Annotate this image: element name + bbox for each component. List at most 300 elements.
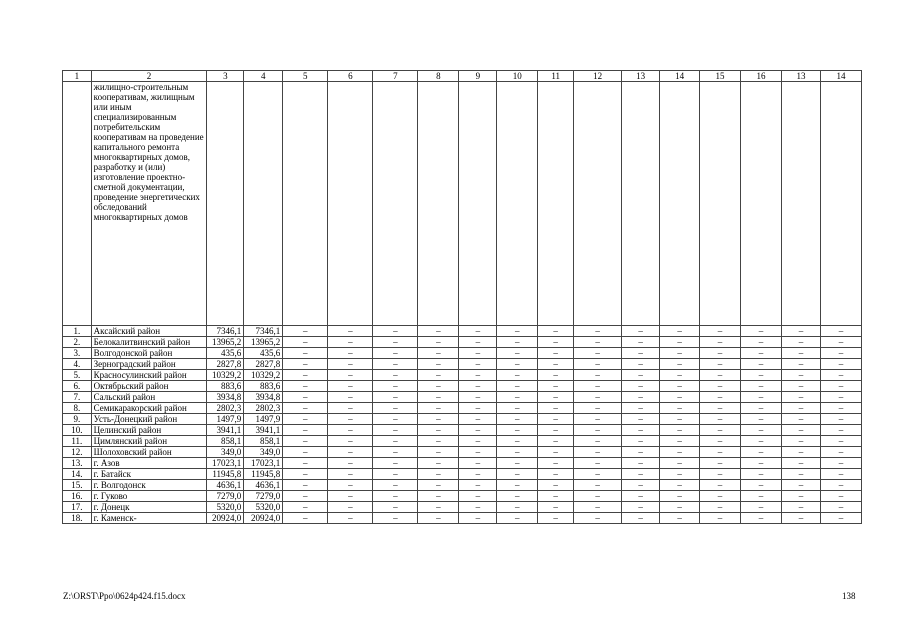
dash-cell: – [538,436,574,447]
dash-cell: – [660,414,700,425]
dash-cell: – [538,502,574,513]
dash-cell: – [660,425,700,436]
row-name: Сальский район [91,392,207,403]
table-row [63,436,862,447]
column-header: 8 [418,71,459,82]
dash-cell: – [660,480,700,491]
dash-cell: – [622,458,660,469]
dash-cell: – [622,392,660,403]
column-header: 10 [497,71,538,82]
dash-cell: – [574,469,622,480]
dash-cell: – [700,469,741,480]
dash-cell: – [700,458,741,469]
value-col4: 3934,8 [244,392,283,403]
dash-cell: – [283,414,328,425]
column-header: 14 [660,71,700,82]
row-number: 17. [63,502,92,513]
dash-cell: – [660,326,700,337]
blank-cell [328,82,373,326]
dash-cell: – [418,513,459,524]
dash-cell: – [328,425,373,436]
dash-cell: – [820,502,861,513]
dash-cell: – [418,381,459,392]
dash-cell: – [328,381,373,392]
dash-cell: – [538,326,574,337]
dash-cell: – [741,502,782,513]
dash-cell: – [283,436,328,447]
row-number: 12. [63,447,92,458]
dash-cell: – [741,392,782,403]
dash-cell: – [328,348,373,359]
value-col4: 2802,3 [244,403,283,414]
blank-cell [459,82,497,326]
dash-cell: – [283,337,328,348]
row-name: Целинский район [91,425,207,436]
column-header: 13 [781,71,820,82]
dash-cell: – [700,436,741,447]
dash-cell: – [459,326,497,337]
value-col3: 7279,0 [207,491,244,502]
dash-cell: – [781,425,820,436]
dash-cell: – [700,392,741,403]
dash-cell: – [459,458,497,469]
dash-cell: – [622,513,660,524]
value-col3: 1497,9 [207,414,244,425]
dash-cell: – [328,326,373,337]
dash-cell: – [820,392,861,403]
dash-cell: – [622,337,660,348]
row-number: 9. [63,414,92,425]
dash-cell: – [781,513,820,524]
dash-cell: – [820,469,861,480]
dash-cell: – [497,392,538,403]
dash-cell: – [538,348,574,359]
dash-cell: – [700,403,741,414]
dash-cell: – [459,348,497,359]
row-number: 8. [63,403,92,414]
dash-cell: – [660,447,700,458]
dash-cell: – [781,370,820,381]
dash-cell: – [373,436,418,447]
value-col4: 883,6 [244,381,283,392]
dash-cell: – [700,491,741,502]
row-name: Шолоховский район [91,447,207,458]
dash-cell: – [741,513,782,524]
dash-cell: – [574,403,622,414]
dash-cell: – [418,458,459,469]
dash-cell: – [820,513,861,524]
dash-cell: – [373,370,418,381]
blank-cell [497,82,538,326]
table-row [63,370,862,381]
dash-cell: – [781,502,820,513]
dash-cell: – [328,458,373,469]
dash-cell: – [781,458,820,469]
row-name: г. Азов [91,458,207,469]
value-col4: 435,6 [244,348,283,359]
dash-cell: – [328,491,373,502]
value-col4: 349,0 [244,447,283,458]
dash-cell: – [538,392,574,403]
dash-cell: – [328,403,373,414]
column-header: 9 [459,71,497,82]
row-number: 2. [63,337,92,348]
dash-cell: – [283,348,328,359]
row-number: 18. [63,513,92,524]
row-number: 4. [63,359,92,370]
dash-cell: – [574,458,622,469]
table-row [63,392,862,403]
row-name: г. Донецк [91,502,207,513]
dash-cell: – [781,392,820,403]
dash-cell: – [781,480,820,491]
blank-cell [207,82,244,326]
dash-cell: – [781,403,820,414]
row-name: Красносулинский район [91,370,207,381]
dash-cell: – [497,381,538,392]
value-col3: 10329,2 [207,370,244,381]
value-col3: 11945,8 [207,469,244,480]
dash-cell: – [283,513,328,524]
dash-cell: – [820,458,861,469]
table-row [63,348,862,359]
dash-cell: – [700,337,741,348]
dash-cell: – [373,326,418,337]
dash-cell: – [574,480,622,491]
blank-cell [244,82,283,326]
dash-cell: – [574,337,622,348]
dash-cell: – [660,381,700,392]
dash-cell: – [700,502,741,513]
row-number: 3. [63,348,92,359]
row-name: Зерноградский район [91,359,207,370]
column-header: 3 [207,71,244,82]
value-col4: 7279,0 [244,491,283,502]
row-name: г. Волгодонск [91,480,207,491]
dash-cell: – [622,326,660,337]
table-row [63,337,862,348]
value-col4: 7346,1 [244,326,283,337]
dash-cell: – [781,337,820,348]
dash-cell: – [373,392,418,403]
dash-cell: – [622,414,660,425]
dash-cell: – [459,337,497,348]
dash-cell: – [459,469,497,480]
dash-cell: – [741,381,782,392]
blank-cell [574,82,622,326]
dash-cell: – [328,513,373,524]
header-row [63,71,862,82]
column-header: 2 [91,71,207,82]
value-col4: 17023,1 [244,458,283,469]
page-number: 138 [842,591,856,601]
dash-cell: – [660,337,700,348]
dash-cell: – [283,370,328,381]
value-col3: 5320,0 [207,502,244,513]
dash-cell: – [283,425,328,436]
dash-cell: – [373,414,418,425]
dash-cell: – [781,326,820,337]
dash-cell: – [574,370,622,381]
dash-cell: – [328,359,373,370]
dash-cell: – [459,359,497,370]
dash-cell: – [574,392,622,403]
dash-cell: – [497,403,538,414]
row-name: Цимлянский район [91,436,207,447]
dash-cell: – [328,469,373,480]
table-row [63,502,862,513]
dash-cell: – [418,359,459,370]
dash-cell: – [328,480,373,491]
dash-cell: – [820,348,861,359]
dash-cell: – [574,381,622,392]
column-header: 13 [622,71,660,82]
dash-cell: – [328,337,373,348]
dash-cell: – [418,436,459,447]
dash-cell: – [418,403,459,414]
value-col4: 1497,9 [244,414,283,425]
dash-cell: – [660,436,700,447]
dash-cell: – [820,337,861,348]
dash-cell: – [538,491,574,502]
row-name: Белокалитвинский район [91,337,207,348]
value-col4: 858,1 [244,436,283,447]
dash-cell: – [781,447,820,458]
dash-cell: – [700,447,741,458]
dash-cell: – [373,359,418,370]
dash-cell: – [418,480,459,491]
value-col3: 4636,1 [207,480,244,491]
dash-cell: – [741,436,782,447]
dash-cell: – [497,469,538,480]
column-header: 15 [700,71,741,82]
dash-cell: – [418,447,459,458]
dash-cell: – [741,337,782,348]
dash-cell: – [328,502,373,513]
dash-cell: – [459,370,497,381]
dash-cell: – [497,502,538,513]
dash-cell: – [660,392,700,403]
dash-cell: – [820,436,861,447]
row-number: 14. [63,469,92,480]
dash-cell: – [328,447,373,458]
blank-cell [63,82,92,326]
dash-cell: – [538,513,574,524]
value-col3: 20924,0 [207,513,244,524]
dash-cell: – [373,469,418,480]
dash-cell: – [459,513,497,524]
row-name: г. Гуково [91,491,207,502]
dash-cell: – [459,381,497,392]
row-number: 13. [63,458,92,469]
row-number: 15. [63,480,92,491]
dash-cell: – [418,337,459,348]
dash-cell: – [459,447,497,458]
blank-cell [538,82,574,326]
dash-cell: – [373,502,418,513]
dash-cell: – [373,513,418,524]
dash-cell: – [574,436,622,447]
row-number: 16. [63,491,92,502]
dash-cell: – [418,348,459,359]
dash-cell: – [283,491,328,502]
dash-cell: – [574,425,622,436]
row-name: Аксайский район [91,326,207,337]
description-cell: жилищно-строительным кооперативам, жилищным или иным специализированным потребительским кооперативам на проведение капитального ремонта многоквартирных домов, разработку и (или) изготовление проектно-сметной документации, проведение энергетических обследований многоквартирных домов [91,82,207,326]
row-name: г. Батайск [91,469,207,480]
column-header: 4 [244,71,283,82]
dash-cell: – [781,359,820,370]
value-col4: 2827,8 [244,359,283,370]
dash-cell: – [622,480,660,491]
dash-cell: – [373,337,418,348]
table-row [63,359,862,370]
dash-cell: – [538,337,574,348]
dash-cell: – [741,469,782,480]
dash-cell: – [622,381,660,392]
dash-cell: – [418,392,459,403]
dash-cell: – [660,348,700,359]
dash-cell: – [820,491,861,502]
dash-cell: – [538,480,574,491]
dash-cell: – [700,381,741,392]
row-name: Усть-Донецкий район [91,414,207,425]
dash-cell: – [497,480,538,491]
dash-cell: – [622,469,660,480]
row-number: 7. [63,392,92,403]
table-row [63,480,862,491]
dash-cell: – [538,403,574,414]
dash-cell: – [781,436,820,447]
dash-cell: – [574,414,622,425]
dash-cell: – [622,491,660,502]
dash-cell: – [283,392,328,403]
dash-cell: – [283,469,328,480]
dash-cell: – [820,359,861,370]
dash-cell: – [622,370,660,381]
column-header: 14 [820,71,861,82]
value-col4: 13965,2 [244,337,283,348]
row-name: Октябрьский район [91,381,207,392]
dash-cell: – [459,436,497,447]
table-row [63,326,862,337]
value-col3: 858,1 [207,436,244,447]
blank-cell [418,82,459,326]
dash-cell: – [700,513,741,524]
value-col4: 5320,0 [244,502,283,513]
dash-cell: – [820,370,861,381]
dash-cell: – [700,348,741,359]
dash-cell: – [418,370,459,381]
dash-cell: – [741,348,782,359]
column-header: 1 [63,71,92,82]
value-col3: 883,6 [207,381,244,392]
dash-cell: – [622,425,660,436]
dash-cell: – [538,469,574,480]
column-header: 5 [283,71,328,82]
dash-cell: – [741,447,782,458]
dash-cell: – [418,491,459,502]
dash-cell: – [373,403,418,414]
dash-cell: – [459,392,497,403]
dash-cell: – [622,447,660,458]
table-row [63,447,862,458]
row-number: 1. [63,326,92,337]
dash-cell: – [418,326,459,337]
blank-cell [622,82,660,326]
dash-cell: – [283,458,328,469]
dash-cell: – [574,359,622,370]
column-header: 11 [538,71,574,82]
dash-cell: – [574,513,622,524]
dash-cell: – [497,359,538,370]
table-row [63,381,862,392]
dash-cell: – [622,359,660,370]
table-row [63,425,862,436]
dash-cell: – [574,447,622,458]
dash-cell: – [781,414,820,425]
budget-table [62,70,862,524]
dash-cell: – [622,502,660,513]
dash-cell: – [741,491,782,502]
table-row [63,491,862,502]
dash-cell: – [660,403,700,414]
dash-cell: – [373,381,418,392]
dash-cell: – [781,469,820,480]
dash-cell: – [459,480,497,491]
row-number: 11. [63,436,92,447]
file-path: Z:\ORST\Ppo\0624p424.f15.docx [63,591,186,601]
dash-cell: – [538,425,574,436]
dash-cell: – [328,370,373,381]
dash-cell: – [497,513,538,524]
value-col3: 17023,1 [207,458,244,469]
dash-cell: – [660,469,700,480]
value-col4: 4636,1 [244,480,283,491]
table-row [63,414,862,425]
blank-cell [781,82,820,326]
dash-cell: – [700,370,741,381]
dash-cell: – [538,414,574,425]
dash-cell: – [574,326,622,337]
dash-cell: – [497,370,538,381]
dash-cell: – [373,458,418,469]
row-number: 5. [63,370,92,381]
dash-cell: – [820,425,861,436]
column-header: 16 [741,71,782,82]
dash-cell: – [497,348,538,359]
value-col4: 3941,1 [244,425,283,436]
dash-cell: – [574,348,622,359]
dash-cell: – [418,425,459,436]
value-col3: 3934,8 [207,392,244,403]
dash-cell: – [497,458,538,469]
value-col4: 20924,0 [244,513,283,524]
dash-cell: – [622,348,660,359]
dash-cell: – [660,491,700,502]
dash-cell: – [574,491,622,502]
dash-cell: – [538,381,574,392]
dash-cell: – [497,425,538,436]
value-col3: 435,6 [207,348,244,359]
dash-cell: – [283,480,328,491]
blank-cell [820,82,861,326]
dash-cell: – [459,491,497,502]
dash-cell: – [328,414,373,425]
dash-cell: – [283,326,328,337]
dash-cell: – [283,502,328,513]
value-col3: 7346,1 [207,326,244,337]
